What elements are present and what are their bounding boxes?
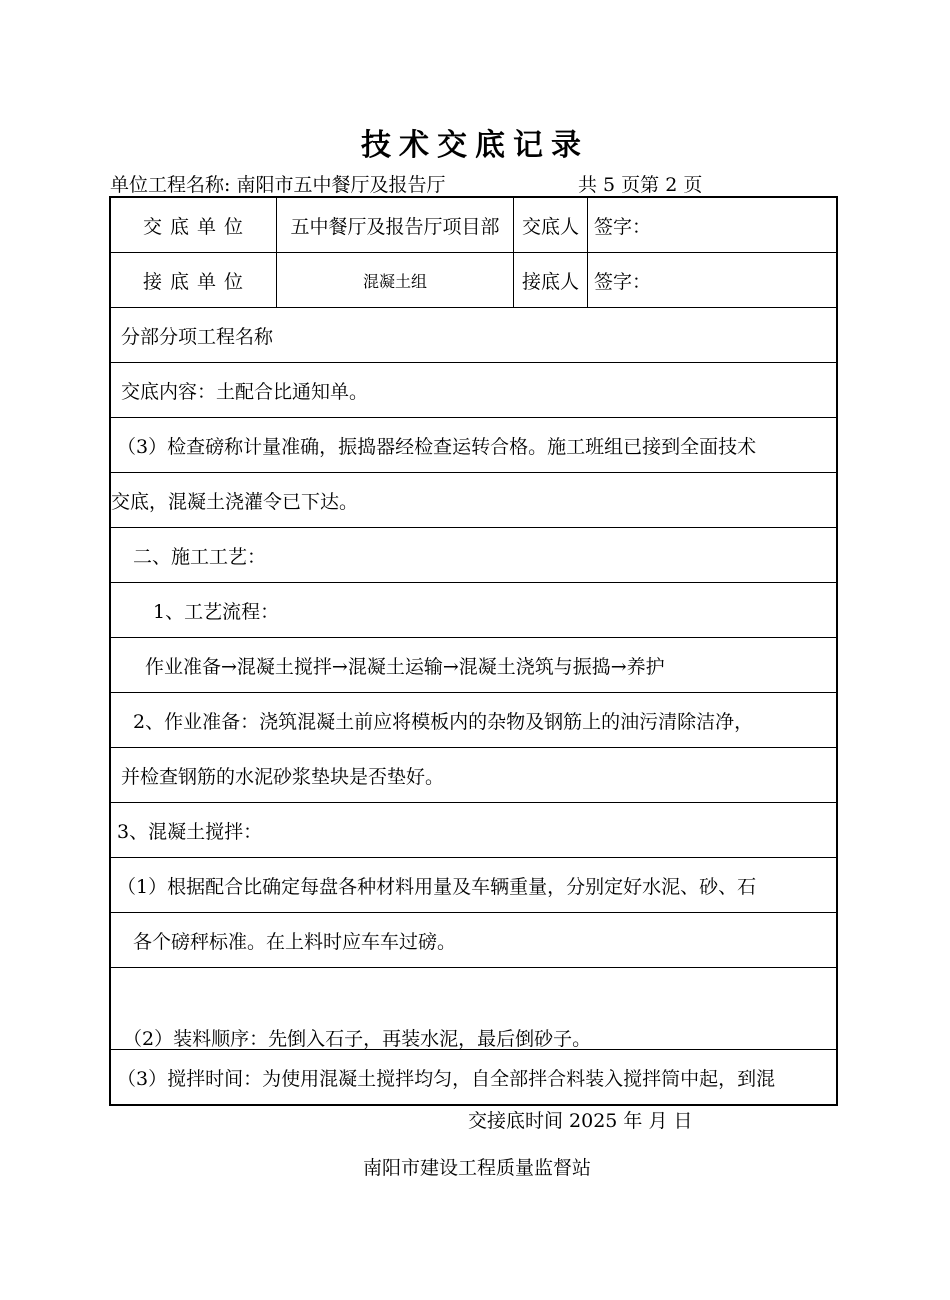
content-row: [111, 638, 836, 693]
content-line: （3）检查磅称计量准确，振捣器经检查运转合格。施工班组已接到全面技术: [117, 435, 757, 458]
content-line: 分部分项工程名称: [121, 325, 274, 348]
content-row: [111, 1050, 836, 1104]
content-row: [111, 913, 836, 968]
content-row: [111, 473, 836, 528]
handover-person-label: 交底人: [513, 198, 587, 252]
content-row: [111, 583, 836, 638]
document-title: 技术交底记录: [361, 128, 589, 163]
content-line: 作业准备→混凝土搅拌→混凝土运输→混凝土浇筑与振捣→养护: [145, 655, 665, 678]
content-line: 1、工艺流程：: [153, 600, 280, 623]
handover-time: 交接底时间 2025 年 月 日: [468, 1110, 693, 1132]
content-line: 二、施工工艺：: [133, 545, 267, 568]
content-row: [111, 308, 836, 363]
receiving-unit-label: 接 底 单 位: [142, 270, 245, 293]
content-line: 2、作业准备：浇筑混凝土前应将模板内的杂物及钢筋上的油污清除洁净，: [133, 710, 754, 733]
content-line: 并检查钢筋的水泥砂浆垫块是否垫好。: [121, 765, 445, 788]
handover-unit-row: [111, 198, 836, 253]
project-name: 单位工程名称: 南阳市五中餐厅及报告厅: [110, 174, 446, 196]
content-line: （2）装料顺序：先倒入石子，再装水泥，最后倒砂子。: [123, 1028, 592, 1050]
content-row: [111, 803, 836, 858]
content-row: [111, 418, 836, 473]
content-line: 交底内容：土配合比通知单。: [121, 380, 369, 403]
handover-unit-value: 五中餐厅及报告厅项目部: [276, 198, 513, 252]
content-row: [111, 968, 836, 1050]
content-row: [111, 693, 836, 748]
content-row: [111, 528, 836, 583]
record-table: [109, 196, 838, 1106]
receiving-unit-row: [111, 253, 836, 308]
content-line: （1）根据配合比确定每盘各种材料用量及车辆重量，分别定好水泥、砂、石: [117, 875, 757, 898]
receiving-person-label: 接底人: [513, 253, 587, 307]
handover-signature: 签字：: [587, 198, 836, 252]
page-info: 共 5 页第 2 页: [578, 174, 703, 196]
receiving-unit-value: 混凝土组: [276, 253, 513, 307]
supervision-station: 南阳市建设工程质量监督站: [363, 1157, 592, 1179]
content-line: （3）搅拌时间：为使用混凝土搅拌均匀，自全部拌合料装入搅拌筒中起，到混: [117, 1067, 776, 1090]
receiving-signature: 签字：: [587, 253, 836, 307]
content-line: 交底，混凝土浇灌令已下达。: [111, 490, 359, 513]
content-line: 各个磅秤标准。在上料时应车车过磅。: [133, 930, 457, 953]
content-row: [111, 363, 836, 418]
content-row: [111, 748, 836, 803]
content-row: [111, 858, 836, 913]
handover-unit-label: 交 底 单 位: [142, 215, 245, 238]
content-line: 3、混凝土搅拌：: [117, 820, 263, 843]
